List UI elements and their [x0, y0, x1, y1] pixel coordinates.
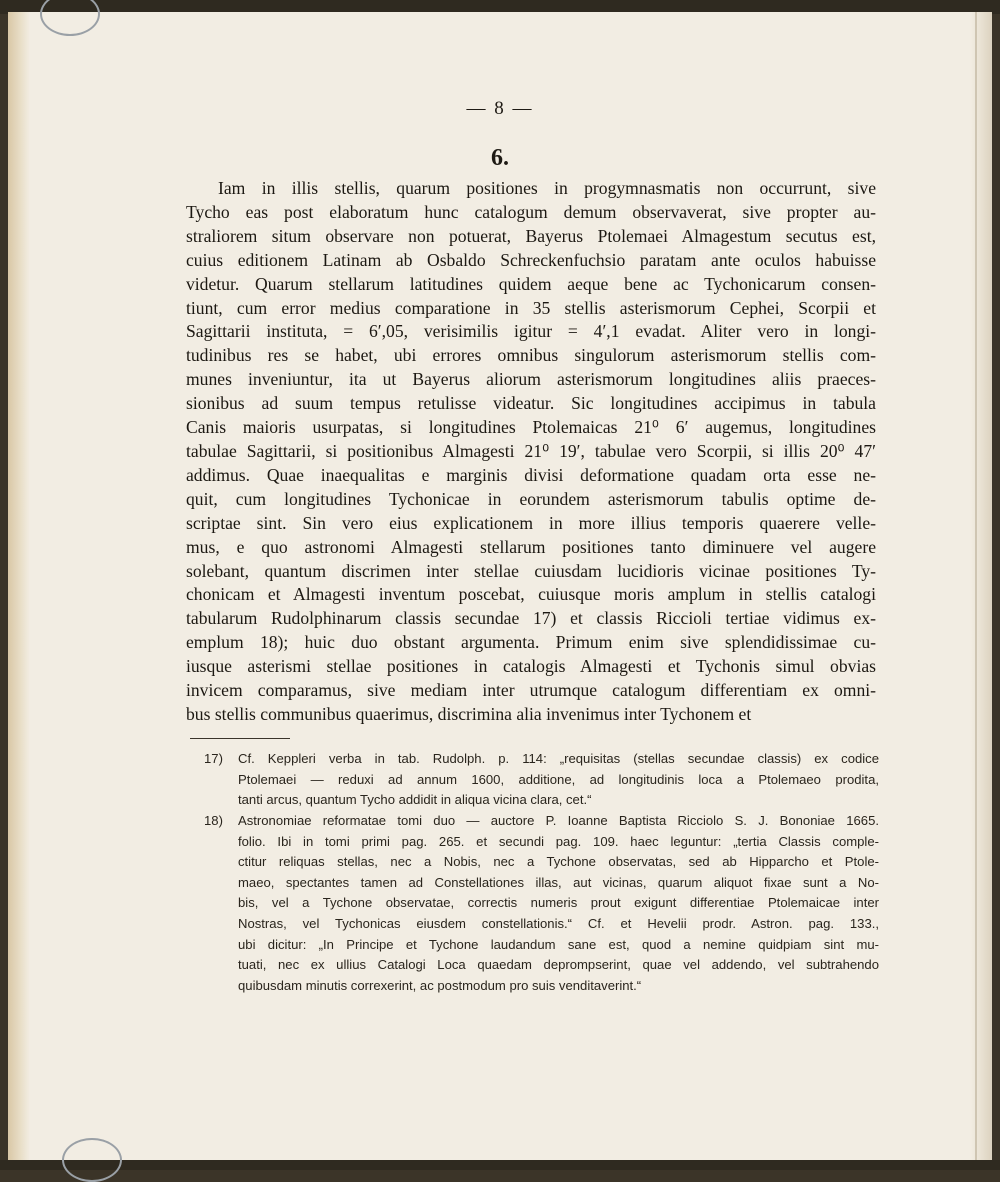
binding-clip-bottom [62, 1138, 122, 1182]
footnote-number: 18) [204, 813, 223, 828]
footnote-line: Astronomiae reformatae tomi duo — auctore P. Ioanne Baptista Ricciolo S. J. Bononiae 1665. [238, 813, 879, 828]
footnote-line: ctitur reliquas stellas, nec a Nobis, nec a Tychone observatas, sed ab Hipparcho et Ptole- [238, 854, 879, 870]
footnote-line: Ptolemaei — reduxi ad annum 1600, additione, ad longitudinis loca a Ptolemaeo prodita, [238, 771, 879, 787]
page-right-edge [970, 12, 992, 1160]
page-number-header: — 8 — [466, 98, 534, 119]
paragraph-line: Canis maioris usurpatas, si longitudines Ptolemaicas 21⁰ 6′ augemus, longitudines [186, 417, 876, 438]
paragraph-line: videtur. Quarum stellarum latitudines quidem aeque bene ac Tychonicarum consen- [186, 273, 876, 294]
paragraph-line: quit, cum longitudines Tychonicae in eorundem asterismorum tabulis optime de- [186, 488, 876, 509]
footnote-number: 17) [204, 751, 223, 766]
footnote-line: tuati, nec ex ullius Catalogi Loca quaedam deprompserint, quae vel addendo, vel subtrahendo [238, 957, 879, 973]
footnote-line: tanti arcus, quantum Tycho addidit in aliqua vicina clara, cet.“ [238, 792, 592, 808]
page-fold-line [975, 12, 977, 1160]
paragraph-line: tiunt, cum error medius comparatione in 35 stellis asterismorum Cephei, Scorpii et [186, 297, 876, 318]
footnote-line: maeo, spectantes tamen ad Constellationes illas, aut vicinas, quarum aliquot fixae sunt a No- [238, 874, 879, 890]
page-left-edge [8, 12, 30, 1160]
paragraph-line: tabularum Rudolphinarum classis secundae 17) et classis Riccioli tertiae vidimus ex- [186, 608, 876, 629]
paragraph-line: emplum 18); huic duo obstant argumenta. Primum enim sive splendidissimae cu- [186, 632, 876, 653]
scan-board-bottom [0, 1160, 1000, 1170]
paragraph-line: solebant, quantum discrimen inter stellae cuiusdam lucidioris vicinae positiones Ty- [186, 560, 876, 581]
main-paragraph [186, 177, 876, 727]
footnote-line: ubi dicitur: „In Principe et Tychone laudandum sane est, quod a nemine quidpiam sint mu- [238, 936, 879, 952]
footnote-line: quibusdam minutis correxerint, ac postmodum pro suis venditaverint.“ [238, 977, 642, 993]
paragraph-line: bus stellis communibus quaerimus, discrimina alia invenimus inter Tychonem et [186, 703, 752, 724]
paragraph-line: chonicam et Almagesti inventum poscebat, cuiusque moris amplum in stellis catalogi [186, 584, 876, 605]
footnote-line: Cf. Keppleri verba in tab. Rudolph. p. 114: „requisitas (stellas secundae classis) ex codice [238, 751, 879, 766]
paragraph-line: sionibus ad suum tempus retulisse videatur. Sic longitudines accipimus in tabula [186, 393, 876, 414]
footnote-separator [190, 738, 290, 739]
paragraph-line: addimus. Quae inaequalitas e marginis divisi deformatione quadam orta esse ne- [186, 464, 876, 485]
paragraph-line: iusque asterismi stellae positiones in catalogis Almagesti et Tychonis simul obvias [186, 656, 876, 677]
paragraph-line: Sagittarii instituta, = 6′,05, verisimilis igitur = 4′,1 evadat. Aliter vero in longi- [186, 321, 876, 342]
paragraph-line: straliorem situm observare non potuerat, Bayerus Ptolemaei Almagestum secutus est, [186, 225, 876, 246]
paragraph-line: tudinibus res se habet, ubi errores omnibus singulorum asterismorum stellis com- [186, 345, 876, 366]
footnote-line: folio. Ibi in tomi primi pag. 265. et secundi pag. 109. haec leguntur: „tertia Classis comple- [238, 833, 879, 849]
paragraph-line: munes inveniuntur, ita ut Bayerus aliorum asterismorum longitudines aliis praeces- [186, 369, 876, 390]
paragraph-line: Iam in illis stellis, quarum positiones in progymnasmatis non occurrunt, sive [218, 178, 876, 198]
paragraph-line: Tycho eas post elaboratum hunc catalogum demum observaverat, sive propter au- [186, 201, 876, 222]
paragraph-line: mus, e quo astronomi Almagesti stellarum positiones tanto diminuere vel augere [186, 536, 876, 557]
footnote-line: Nostras, vel Tychonicas eiusdem constellationis.“ Cf. et Hevelii prodr. Astron. pag. 133., [238, 916, 879, 931]
paragraph-line: cuius editionem Latinam ab Osbaldo Schreckenfuchsio paratam ante oculos habuisse [186, 249, 876, 270]
section-number: 6. [491, 145, 509, 171]
paragraph-line: invicem comparamus, sive mediam inter utrumque catalogum differentiam ex omni- [186, 680, 876, 701]
paragraph-line: tabulae Sagittarii, si positionibus Almagesti 21⁰ 19′, tabulae vero Scorpii, si illis 20⁰ 47′ [186, 440, 876, 461]
paragraph-line: scriptae sint. Sin vero eius explicationem in more illius temporis quaerere velle- [186, 512, 876, 533]
footnote-line: bis, vel a Tychone observatae, correctis numeris prout exigunt differentiae Ptolemaicae inter [238, 895, 879, 911]
